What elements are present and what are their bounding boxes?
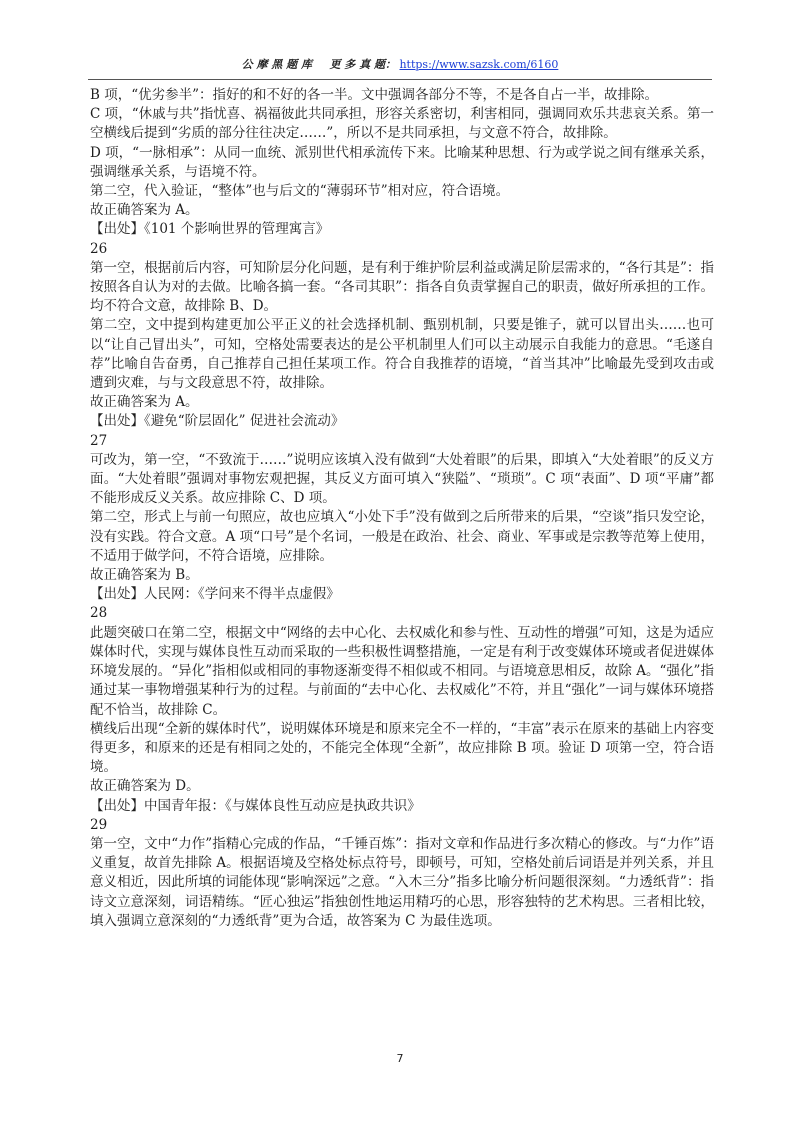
- para-source-26: 【出处】《避免“阶层固化” 促进社会流动》: [90, 413, 345, 430]
- para-29-analysis: 第一空，文中“力作”指精心完成的作品，“千锤百炼”：指对文章和作品进行多次精心的修改。与“力作”语义重复，故首先排除 A。根据语境及空格处标点符号，即顿号，可知，空格处前后词语是并列关系，并且意义相近，因此所填的词能体现“影响深远”之意。“入木三分”指多比喻分析问题很深刻。“力透纸背”：指诗文立意深刻，词语精练。“匠心独运”指独创性地运用精巧的心思，形容独特的艺术构思。三者相比较，填入强调立意深刻的“力透纸背”更为合适，故答案为 C 为最佳选项。: [90, 835, 714, 929]
- header-more-label: 更 多 真 题：: [329, 58, 396, 71]
- para-answer-28: 故正确答案为 D。: [90, 778, 200, 795]
- para-d-option: D 项，“一脉相承”：从同一血统、派别世代相承流传下来。比喻某种思想、行为或学说之间有继承关系，强调继承关系，与语境不符。: [90, 144, 714, 180]
- page-number: 7: [396, 1052, 404, 1065]
- para-28-second: 横线后出现“全新的媒体时代”，说明媒体环境是和原来完全不一样的，“丰富”表示在原来的基础上内容变得更多，和原来的还是有相同之处的，不能完全体现“全新”，故应排除 B 项。验证 D 项第一空，符合语境。: [90, 720, 714, 776]
- para-answer-26: 故正确答案为 A。: [90, 394, 199, 411]
- header-separator: [315, 58, 326, 71]
- para-27-second-blank: 第二空，形式上与前一句照应，故也应填入“小处下手”没有做到之后所带来的后果，“空谈”指只发空论，没有实践。符合文意。A 项“口号”是个名词，一般是在政治、社会、商业、军事或是宗教等范筹上使用，不适用于做学问，不符合语境，应排除。: [90, 509, 714, 564]
- para-second-blank: 第二空，代入验证，“整体”也与后文的“薄弱环节”相对应，符合语境。: [90, 183, 510, 200]
- para-26-second-blank: 第二空，文中提到构建更加公平正义的社会选择机制、甄别机制，只要是锥子，就可以冒出头……也可以“让自己冒出头”，可知，空格处需要表达的是公平机制里人们可以主动展示自我能力的意思。“毛遂自荐”比喻自告奋勇，自己推荐自己担任某项工作。符合自我推荐的语境，“首当其冲”比喻最先受到攻击或遭到灾难，与与文段意思不符，故排除。: [90, 317, 714, 392]
- question-number-27: 27: [90, 432, 108, 449]
- para-b-option: B 项，“优劣参半”：指好的和不好的各一半。文中强调各部分不等，不是各自占一半，故排除。: [90, 87, 659, 103]
- para-27-first-blank: 可改为，第一空，“不致流于……”说明应该填入没有做到“大处着眼”的后果，即填入“大处着眼”的反义方面。“大处着眼”强调对事物宏观把握，其反义方面可填入“狭隘”、“琐琐”。C 项“表面”、D 项“平庸”都不能形成反义关系。故应排除 C、D 项。: [90, 451, 714, 507]
- para-answer-27: 故正确答案为 B。: [90, 567, 199, 584]
- para-c-option: C 项，“休戚与共”指忧喜、祸福彼此共同承担，形容关系密切，利害相同，强调同欢乐共悲哀关系。第一空横线后提到“劣质的部分往往决定……”，所以不是共同承担，与文意不符合，故排除。: [90, 106, 714, 142]
- header-divider: [88, 79, 712, 80]
- page-content: [90, 86, 714, 931]
- page-header: [88, 54, 712, 76]
- question-number-29: 29: [90, 816, 108, 833]
- para-26-first-blank: 第一空，根据前后内容，可知阶层分化问题，是有利于维护阶层利益或满足阶层需求的，“各行其是”：指按照各自认为对的去做。比喻各搞一套。“各司其职”：指各自负责掌握自己的职责，做好所承担的工作。均不符合文意，故排除 B、D。: [90, 259, 714, 315]
- header-url-link[interactable]: https://www.sazsk.com/6160: [399, 58, 559, 71]
- para-answer-25: 故正确答案为 A。: [90, 202, 199, 219]
- para-source-28: 【出处】中国青年报：《与媒体良性互动应是执政共识》: [90, 797, 421, 814]
- question-number-26: 26: [90, 240, 108, 257]
- para-source-25: 【出处】《101 个影响世界的管理寓言》: [90, 221, 330, 238]
- para-source-27: 【出处】人民网：《学问来不得半点虚假》: [90, 586, 340, 603]
- header-brand: 公 摩 黑 题 库: [241, 58, 312, 71]
- question-number-28: 28: [90, 605, 108, 622]
- para-28-analysis: 此题突破口在第二空，根据文中“网络的去中心化、去权威化和参与性、互动性的增强”可知，这是为适应媒体时代，实现与媒体良性互动而采取的一些积极性调整措施，一定是有利于改变媒体环境或者促进媒体环境发展的。“异化”指相似或相同的事物逐渐变得不相似或不相同。与语境意思相反，故除 A。“强化”指通过某一事物增强某种行为的过程。与前面的“去中心化、去权威化”不符，并且“强化”一词与媒体环境搭配不恰当，故排除 C。: [90, 624, 714, 718]
